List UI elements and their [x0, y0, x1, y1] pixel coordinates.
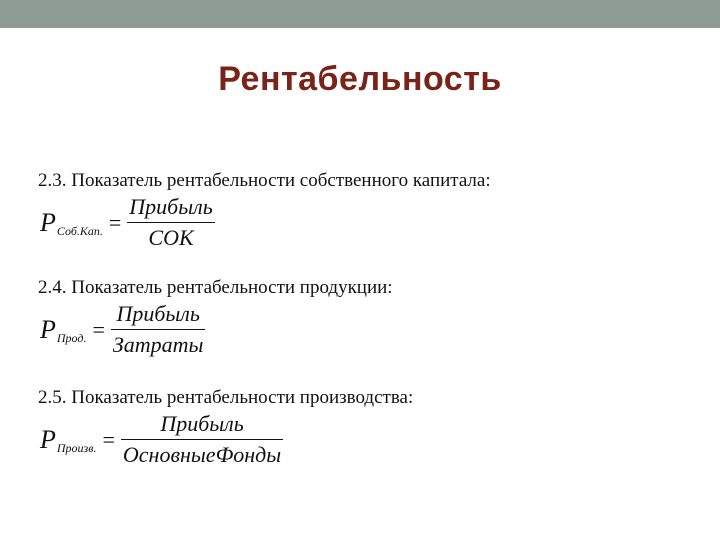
equals-sign: = — [108, 209, 122, 235]
formula-subscript: Прод. — [56, 331, 87, 345]
formula-product-profitability — [40, 301, 205, 358]
formula-equity-profitability — [40, 194, 215, 251]
fraction — [111, 301, 206, 358]
numerator: Прибыль — [116, 301, 200, 326]
denominator: ОсновныеФонды — [122, 442, 282, 467]
slide-title: Рентабельность — [218, 60, 502, 98]
heading-production-profitability: 2.5. Показатель рентабельности производства: — [38, 387, 414, 408]
heading-equity-profitability: 2.3. Показатель рентабельности собственного капитала: — [38, 170, 491, 191]
denominator: Затраты — [112, 332, 204, 357]
numerator: Прибыль — [160, 411, 244, 436]
heading-product-profitability: 2.4. Показатель рентабельности продукции: — [38, 277, 393, 298]
equals-sign: = — [92, 316, 105, 342]
formula-symbol: P — [40, 207, 56, 237]
equals-sign: = — [102, 426, 115, 452]
denominator: СОК — [148, 225, 194, 250]
formula-production-profitability — [40, 411, 283, 468]
formula-subscript: Соб.Кап. — [56, 224, 103, 238]
formula-symbol: P — [40, 314, 56, 344]
top-decorative-bar — [0, 0, 720, 28]
formula-symbol: P — [40, 424, 56, 454]
formula-subscript: Произв. — [56, 441, 97, 455]
fraction — [127, 194, 214, 251]
fraction — [121, 411, 283, 468]
numerator: Прибыль — [129, 194, 213, 219]
